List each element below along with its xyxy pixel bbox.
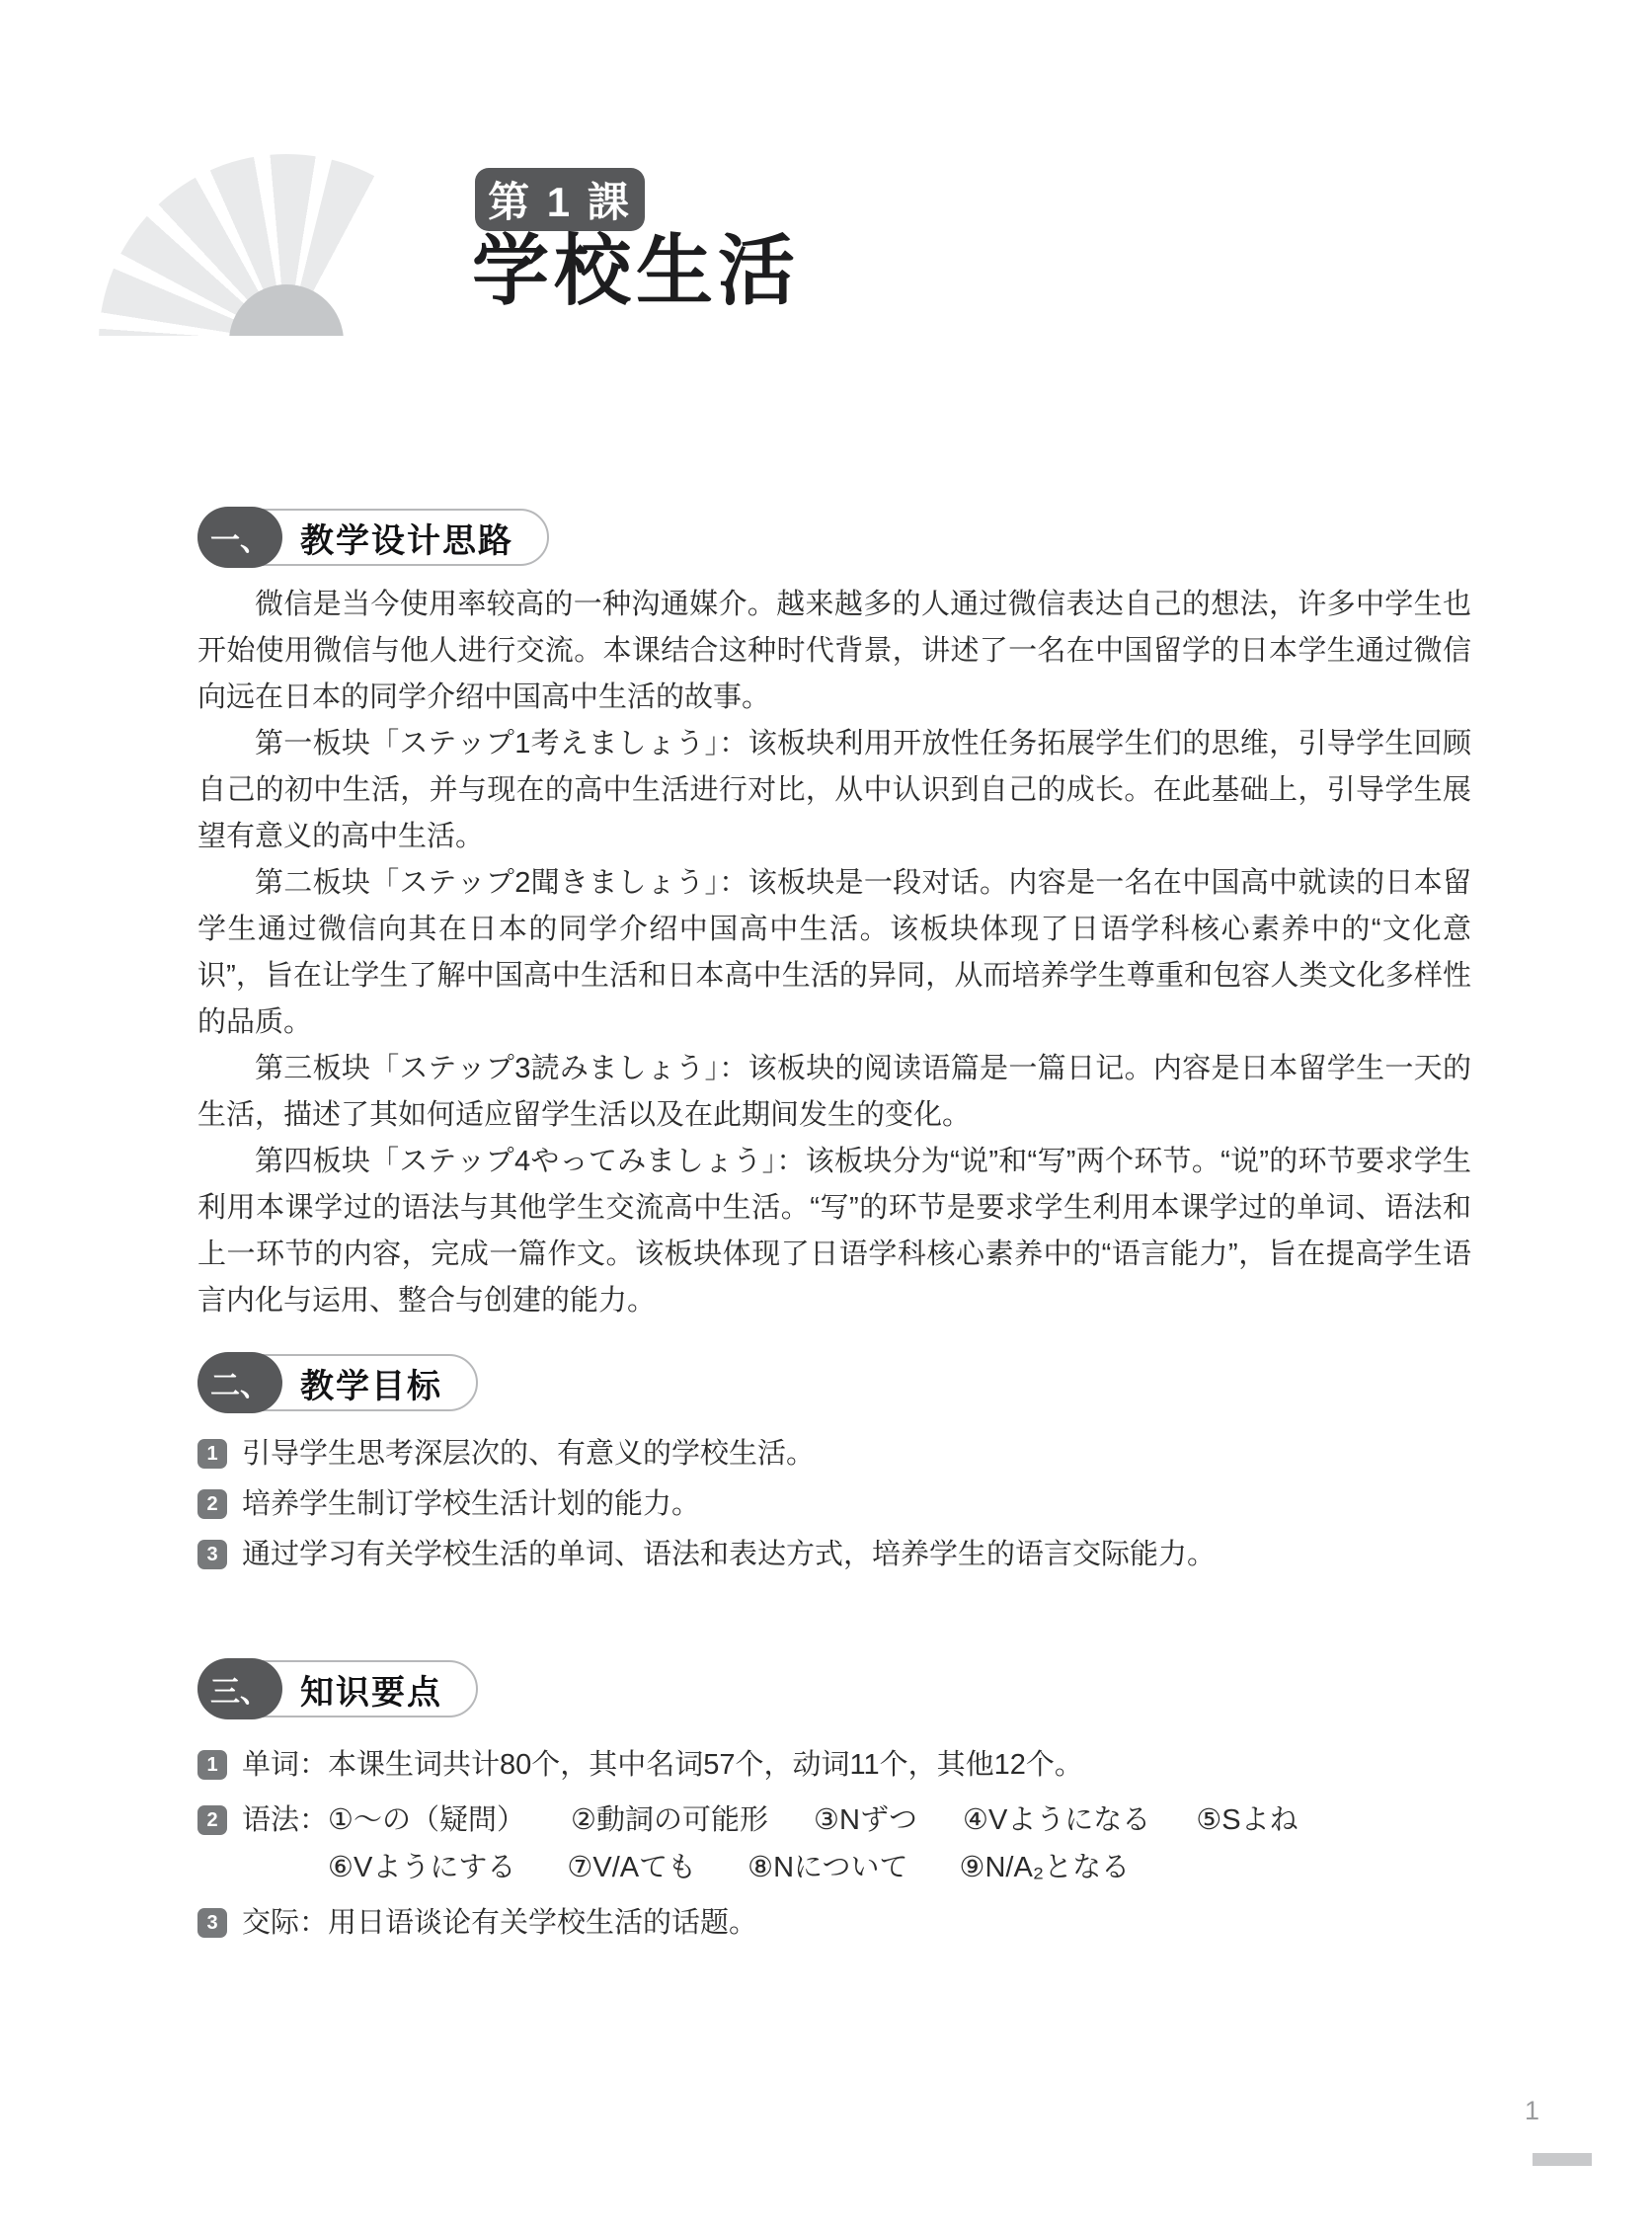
lesson-header xyxy=(0,0,1652,474)
paragraph: 微信是当今使用率较高的一种沟通媒介。越来越多的人通过微信表达自己的想法，许多中学生也开始使用微信与他人进行交流。本课结合这种时代背景，讲述了一名在中国留学的日本学生通过微信向远在日本的同学介绍中国高中生活的故事。 xyxy=(197,589,1471,713)
section-number-badge: 一、 xyxy=(197,507,282,568)
grammar-points xyxy=(328,1797,1298,1891)
section-teaching-objectives xyxy=(197,1354,1471,1573)
grammar-point: ④Vようになる xyxy=(962,1804,1151,1836)
section-title: 教学设计思路 xyxy=(300,521,513,560)
grammar-point: ②動詞の可能形 xyxy=(571,1804,769,1836)
grammar-point: ⑧Nについて xyxy=(747,1852,908,1883)
section-title: 教学目标 xyxy=(300,1367,442,1405)
teaching-design-paragraphs xyxy=(197,582,1471,1324)
grammar-point: ⑦V/Aても xyxy=(567,1852,697,1883)
item-number-badge: 2 xyxy=(197,1489,227,1519)
item-label: 语法： xyxy=(242,1804,329,1836)
item-number-badge: 1 xyxy=(197,1750,227,1780)
item-label: 交际： xyxy=(242,1907,329,1939)
item-number-badge: 3 xyxy=(197,1908,227,1938)
list-item xyxy=(197,1435,1471,1473)
grammar-point: ⑨N/A₂となる xyxy=(959,1852,1131,1883)
section-number-badge: 二、 xyxy=(197,1352,282,1413)
item-text: 通过学习有关学校生活的单词、语法和表达方式，培养学生的语言交际能力。 xyxy=(242,1539,1217,1570)
fan-decoration xyxy=(84,146,474,336)
item-text: 本课生词共计80个，其中名词57个，动词11个，其他12个。 xyxy=(328,1749,1083,1781)
section-header-knowledge-points xyxy=(197,1660,478,1717)
list-item xyxy=(197,1485,1471,1523)
item-label: 单词： xyxy=(242,1749,329,1781)
grammar-point: ⑥Vようにする xyxy=(328,1852,516,1883)
paragraph: 第四板块「ステップ4やってみましょう」：该板块分为“说”和“写”两个环节。“说”的环节要求学生利用本课学过的语法与其他学生交流高中生活。“写”的环节是要求学生利用本课学过的单词、语法和上一环节的内容，完成一篇作文。该板块体现了日语学科核心素养中的“语言能力”，旨在提高学生语言内化与运用、整合与创建的能力。 xyxy=(197,1146,1471,1317)
page-number: 1 xyxy=(1525,2096,1540,2125)
list-item xyxy=(197,1536,1471,1573)
grammar-point: ⑤Sよね xyxy=(1196,1804,1298,1836)
objectives-list xyxy=(197,1435,1471,1573)
list-item-communication xyxy=(197,1899,1471,1947)
knowledge-list xyxy=(197,1741,1471,1947)
item-number-badge: 1 xyxy=(197,1439,227,1469)
section-teaching-design xyxy=(197,509,1471,1324)
grammar-point: ③Nずつ xyxy=(814,1804,917,1836)
item-number-badge: 2 xyxy=(197,1805,227,1835)
section-header-teaching-objectives xyxy=(197,1354,478,1411)
paragraph: 第二板块「ステップ2聞きましょう」：该板块是一段对话。内容是一名在中国高中就读的日本留学生通过微信向其在日本的同学介绍中国高中生活。该板块体现了日语学科核心素养中的“文化意识”，旨在让学生了解中国高中生活和日本高中生活的异同，从而培养学生尊重和包容人类文化多样性的品质。 xyxy=(197,867,1471,1038)
section-header-teaching-design xyxy=(197,509,549,566)
page-number-bar xyxy=(1533,2153,1592,2166)
lesson-title: 学校生活 xyxy=(472,227,801,314)
list-item-vocabulary xyxy=(197,1741,1471,1789)
item-text: 引导学生思考深层次的、有意义的学校生活。 xyxy=(242,1438,816,1470)
paragraph: 第一板块「ステップ1考えましょう」：该板块利用开放性任务拓展学生们的思维，引导学生回顾自己的初中生活，并与现在的高中生活进行对比，从中认识到自己的成长。在此基础上，引导学生展望有意义的高中生活。 xyxy=(197,728,1471,852)
grammar-point: ①～の（疑問） xyxy=(328,1804,526,1836)
grammar-row-1 xyxy=(328,1797,1298,1844)
section-title: 知识要点 xyxy=(300,1673,442,1712)
grammar-row-2 xyxy=(328,1844,1298,1891)
list-item-grammar xyxy=(197,1797,1471,1891)
paragraph: 第三板块「ステップ3読みましょう」：该板块的阅读语篇是一篇日记。内容是日本留学生一天的生活，描述了其如何适应留学生活以及在此期间发生的变化。 xyxy=(197,1053,1471,1131)
section-knowledge-points xyxy=(197,1660,1471,1947)
item-text: 用日语谈论有关学校生活的话题。 xyxy=(328,1907,758,1939)
item-number-badge: 3 xyxy=(197,1540,227,1569)
section-number-badge: 三、 xyxy=(197,1658,282,1719)
lesson-number-badge: 第 1 課 xyxy=(475,168,645,231)
item-text: 培养学生制订学校生活计划的能力。 xyxy=(242,1488,701,1520)
